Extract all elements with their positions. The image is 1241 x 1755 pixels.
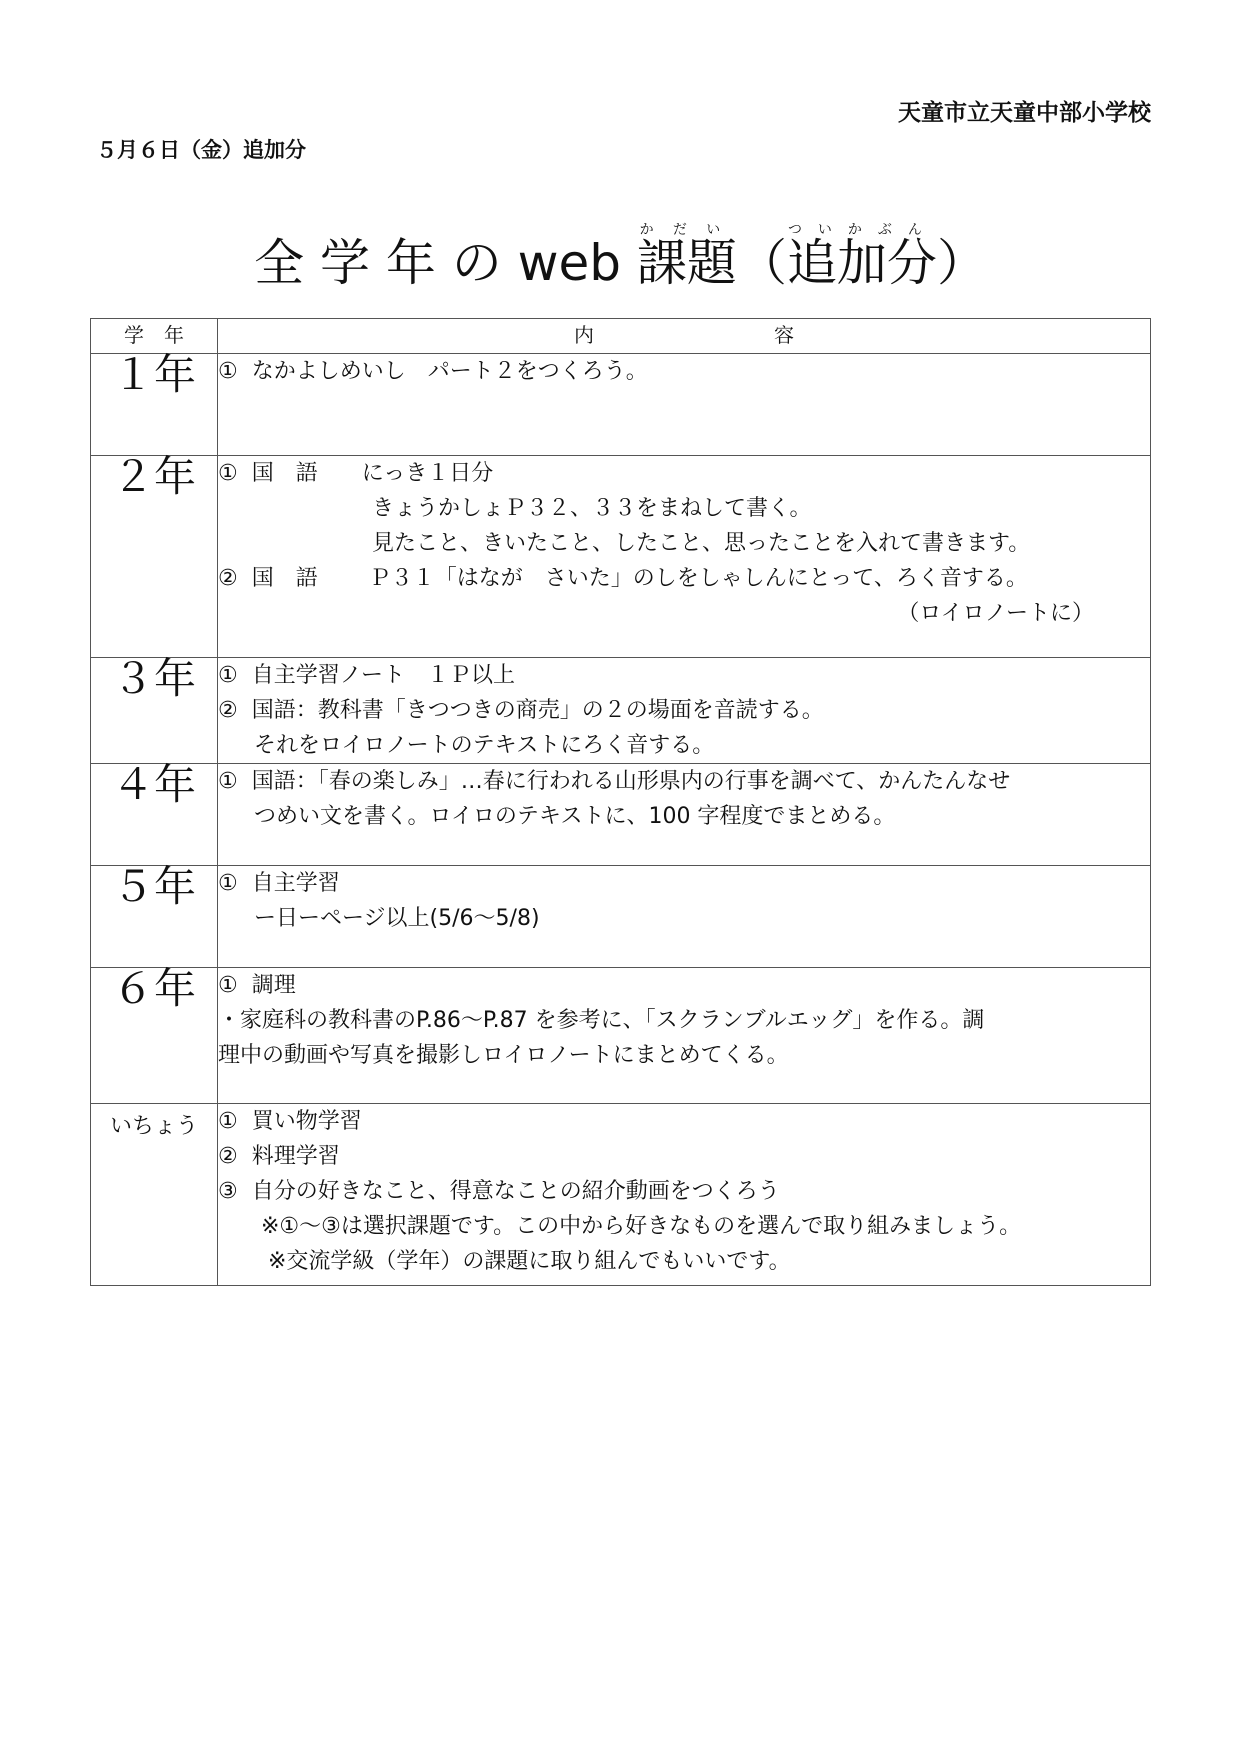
content-line: ・家庭科の教科書のP.86～P.87 を参考に、「スクランブルエッグ」を作る。調 [218,1008,985,1033]
content-line: （ロイロノートに） [897,601,1094,626]
content-cell [218,658,1151,764]
grade-cell: いちょう [91,1104,218,1286]
title-prefix: 全 学 年 の web [254,234,637,292]
content-line: ① 自主学習 [218,871,340,896]
header-content: 内 容 [218,319,1151,354]
table-row [91,354,1151,456]
content-line: きょうかしょＰ３２、３３をまねして書く。 [218,496,812,521]
table-row [91,764,1151,866]
date-label: ５月６日（金）追加分 [96,138,306,162]
table-row [91,658,1151,764]
content-line: ① 買い物学習 [218,1109,362,1134]
grade-cell: １年 [91,354,218,456]
content-cell [218,968,1151,1104]
content-line: つめい文を書く。ロイロのテキストに、100 字程度でまとめる。 [218,804,896,829]
content-cell [218,866,1151,968]
content-line: 理中の動画や写真を撮影しロイロノートにまとめてくる。 [218,1043,789,1068]
school-name: 天童市立天童中部小学校 [898,100,1151,126]
content-cell [218,456,1151,658]
table-row [91,968,1151,1104]
table-row [91,1104,1151,1286]
grade-cell: ３年 [91,658,218,764]
table-header-row [91,319,1151,354]
content-line: ③ 自分の好きなこと、得意なことの紹介動画をつくろう [218,1179,780,1204]
table-row [91,456,1151,658]
content-line: それをロイロノートのテキストにろく音する。 [218,733,715,758]
content-line: ① なかよしめいし パート２をつくろう。 [218,359,648,384]
content-line: ② 国語：教科書「きつつきの商売」の２の場面を音読する。 [218,698,824,723]
task-table [90,318,1151,1286]
content-cell [218,764,1151,866]
content-line: ① 国 語 にっき１日分 [218,461,494,486]
grade-cell: ６年 [91,968,218,1104]
content-cell [218,1104,1151,1286]
grade-cell: ２年 [91,456,218,658]
content-line: ② 国 語 Ｐ３１「はなが さいた」のしをしゃしんにとって、ろく音する。 [218,566,1028,591]
content-line: ※①～③は選択課題です。この中から好きなものを選んで取り組みましょう。 [218,1214,1022,1239]
title-paren-open: （ [736,234,787,292]
content-line: ※交流学級（学年）の課題に取り組んでもいいです。 [218,1249,791,1274]
grade-cell: ４年 [91,764,218,866]
content-line: 見たこと、きいたこと、したこと、思ったことを入れて書きます。 [218,531,1031,556]
content-line: ① 調理 [218,973,296,998]
content-line: ① 自主学習ノート １Ｐ以上 [218,663,516,688]
title-tsuikabun: 追加分ついかぶん [786,222,937,292]
content-line: ② 料理学習 [218,1144,340,1169]
page-title [0,222,1241,293]
content-line: ① 国語：「春の楽しみ」…春に行われる山形県内の行事を調べて、かんたんなせ [218,769,1011,794]
table-row [91,866,1151,968]
title-paren-close: ） [936,234,987,292]
header-grade: 学 年 [91,319,218,354]
content-line: ー日ーページ以上(5/6～5/8) [218,906,540,931]
title-kadai: 課題かだい [636,222,737,292]
content-cell [218,354,1151,456]
grade-cell: ５年 [91,866,218,968]
